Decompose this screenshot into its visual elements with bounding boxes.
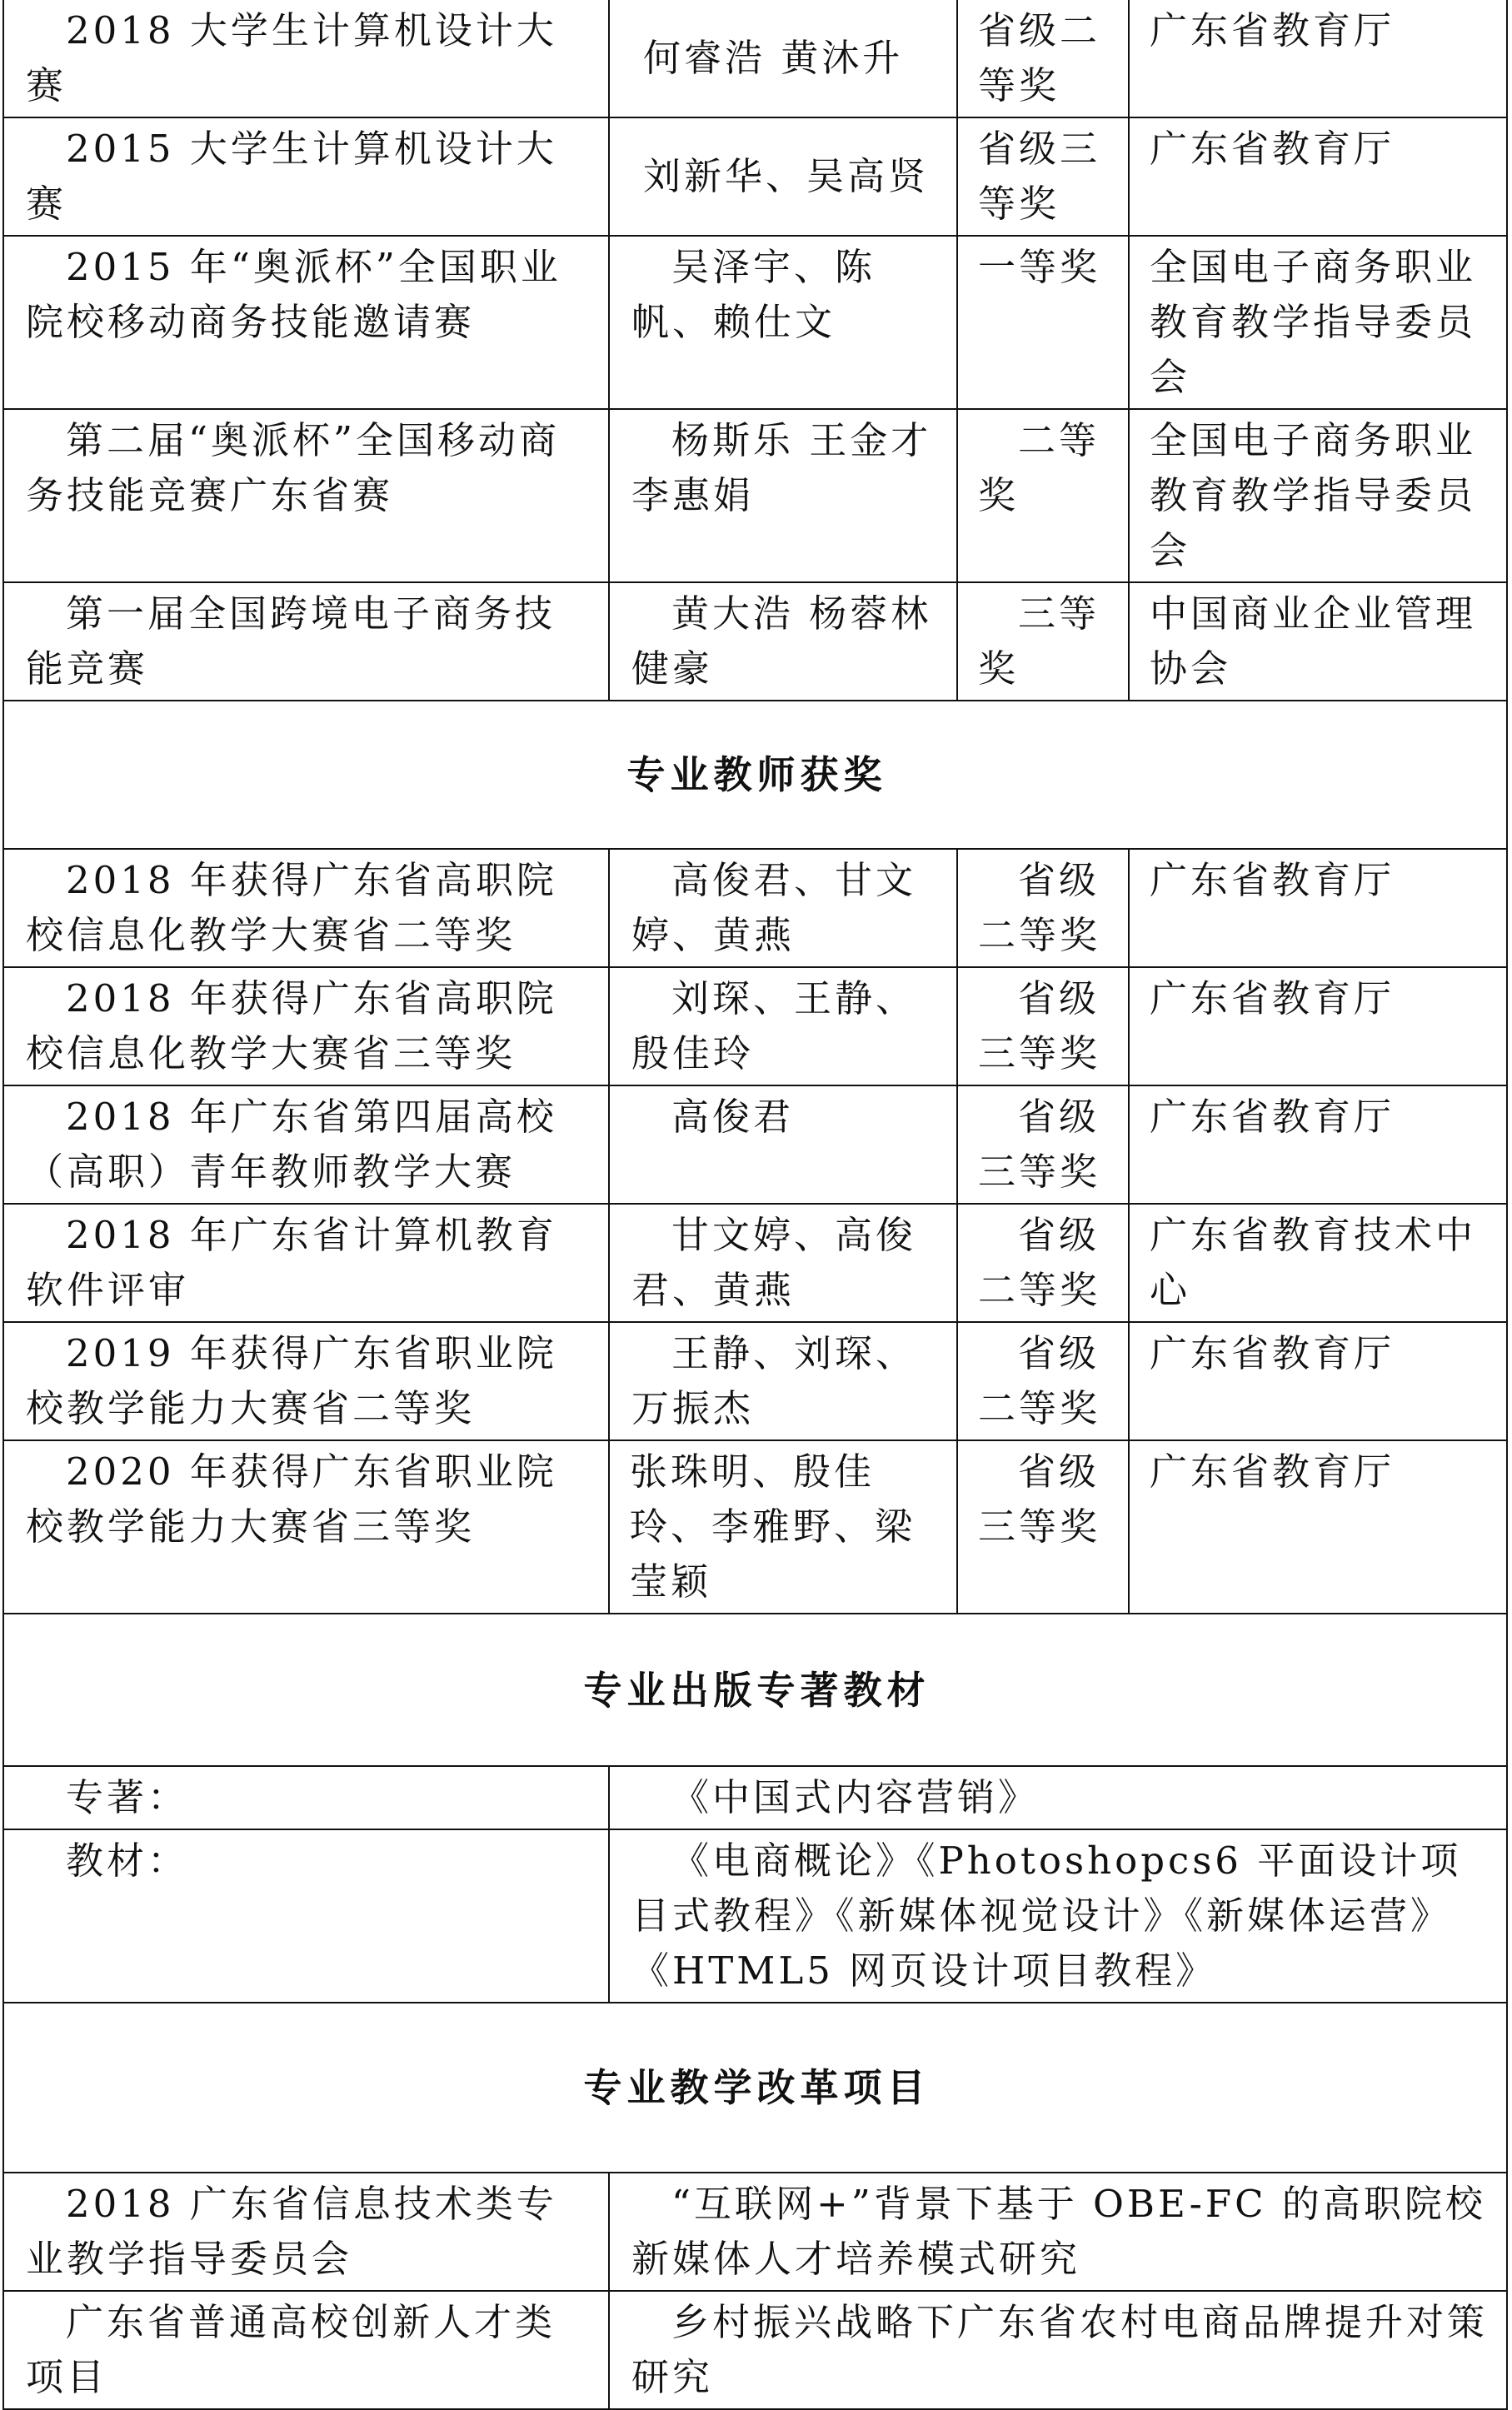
event-cell: 2019 年获得广东省职业院校教学能力大赛省二等奖 <box>3 1322 609 1440</box>
publication-type-label: 教材： <box>3 1829 609 2003</box>
section-heading-reform-projects: 专业教学改革项目 <box>3 2003 1507 2173</box>
event-cell: 2020 年获得广东省职业院校教学能力大赛省三等奖 <box>3 1440 609 1614</box>
level-cell: 省级二等奖 <box>957 0 1129 117</box>
section-row <box>3 1614 1507 1766</box>
project-title-cell: 乡村振兴战略下广东省农村电商品牌提升对策研究 <box>609 2291 1507 2409</box>
section-row <box>3 701 1507 849</box>
level-cell: 省级三等奖 <box>957 967 1129 1085</box>
project-source-cell: 广东省普通高校创新人才类项目 <box>3 2291 609 2409</box>
publication-content: 《电商概论》《Photoshopcs6 平面设计项目式教程》《新媒体视觉设计》《新媒体运营》《HTML5 网页设计项目教程》 <box>609 1829 1507 2003</box>
event-cell: 2018 大学生计算机设计大赛 <box>3 0 609 117</box>
event-cell: 2018 年获得广东省高职院校信息化教学大赛省二等奖 <box>3 849 609 967</box>
level-cell: 省级二等奖 <box>957 1204 1129 1322</box>
event-cell: 2018 年广东省第四届高校（高职）青年教师教学大赛 <box>3 1085 609 1204</box>
org-cell: 广东省教育厅 <box>1129 967 1507 1085</box>
awards-table <box>2 0 1508 2410</box>
org-cell: 广东省教育厅 <box>1129 1440 1507 1614</box>
project-source-cell: 2018 广东省信息技术类专业教学指导委员会 <box>3 2173 609 2291</box>
table-row <box>3 117 1507 236</box>
table-row <box>3 849 1507 967</box>
table-row <box>3 2291 1507 2409</box>
level-cell: 一等奖 <box>957 236 1129 409</box>
org-cell: 广东省教育厅 <box>1129 0 1507 117</box>
event-cell: 第二届“奥派杯”全国移动商务技能竞赛广东省赛 <box>3 409 609 582</box>
people-cell: 高俊君 <box>609 1085 957 1204</box>
org-cell: 全国电子商务职业教育教学指导委员会 <box>1129 409 1507 582</box>
org-cell: 广东省教育厅 <box>1129 849 1507 967</box>
table-row <box>3 1322 1507 1440</box>
event-cell: 2015 大学生计算机设计大赛 <box>3 117 609 236</box>
table-row <box>3 0 1507 117</box>
level-cell: 省级二等奖 <box>957 1322 1129 1440</box>
publication-type-label: 专著： <box>3 1766 609 1829</box>
table-row <box>3 1440 1507 1614</box>
section-heading-publications: 专业出版专著教材 <box>3 1614 1507 1766</box>
people-cell: 黄大浩 杨蓉林健豪 <box>609 582 957 701</box>
event-cell: 2015 年“奥派杯”全国职业院校移动商务技能邀请赛 <box>3 236 609 409</box>
level-cell: 省级三等奖 <box>957 117 1129 236</box>
org-cell: 全国电子商务职业教育教学指导委员会 <box>1129 236 1507 409</box>
section-row <box>3 2003 1507 2173</box>
table-row <box>3 409 1507 582</box>
org-cell: 广东省教育厅 <box>1129 117 1507 236</box>
people-cell: 刘琛、王静、殷佳玲 <box>609 967 957 1085</box>
org-cell: 广东省教育技术中心 <box>1129 1204 1507 1322</box>
level-cell: 省级二等奖 <box>957 849 1129 967</box>
project-title-cell: “互联网+”背景下基于 OBE-FC 的高职院校新媒体人才培养模式研究 <box>609 2173 1507 2291</box>
section-heading-teacher-awards: 专业教师获奖 <box>3 701 1507 849</box>
people-cell: 张珠明、殷佳玲、李雅野、梁莹颖 <box>609 1440 957 1614</box>
table-row <box>3 1085 1507 1204</box>
level-cell: 省级三等奖 <box>957 1085 1129 1204</box>
people-cell: 刘新华、吴高贤 <box>609 117 957 236</box>
people-cell: 何睿浩 黄沐升 <box>609 0 957 117</box>
table-row <box>3 582 1507 701</box>
level-cell: 二等奖 <box>957 409 1129 582</box>
org-cell: 广东省教育厅 <box>1129 1322 1507 1440</box>
people-cell: 杨斯乐 王金才 李惠娟 <box>609 409 957 582</box>
org-cell: 广东省教育厅 <box>1129 1085 1507 1204</box>
table-row <box>3 1204 1507 1322</box>
people-cell: 吴泽宇、陈帆、赖仕文 <box>609 236 957 409</box>
people-cell: 王静、刘琛、万振杰 <box>609 1322 957 1440</box>
level-cell: 三等奖 <box>957 582 1129 701</box>
event-cell: 第一届全国跨境电子商务技能竞赛 <box>3 582 609 701</box>
org-cell: 中国商业企业管理协会 <box>1129 582 1507 701</box>
table-row <box>3 236 1507 409</box>
people-cell: 高俊君、甘文婷、黄燕 <box>609 849 957 967</box>
people-cell: 甘文婷、高俊君、黄燕 <box>609 1204 957 1322</box>
table-row <box>3 1829 1507 2003</box>
event-cell: 2018 年广东省计算机教育软件评审 <box>3 1204 609 1322</box>
event-cell: 2018 年获得广东省高职院校信息化教学大赛省三等奖 <box>3 967 609 1085</box>
table-row <box>3 1766 1507 1829</box>
table-row <box>3 2173 1507 2291</box>
publication-content: 《中国式内容营销》 <box>609 1766 1507 1829</box>
table-row <box>3 967 1507 1085</box>
level-cell: 省级三等奖 <box>957 1440 1129 1614</box>
